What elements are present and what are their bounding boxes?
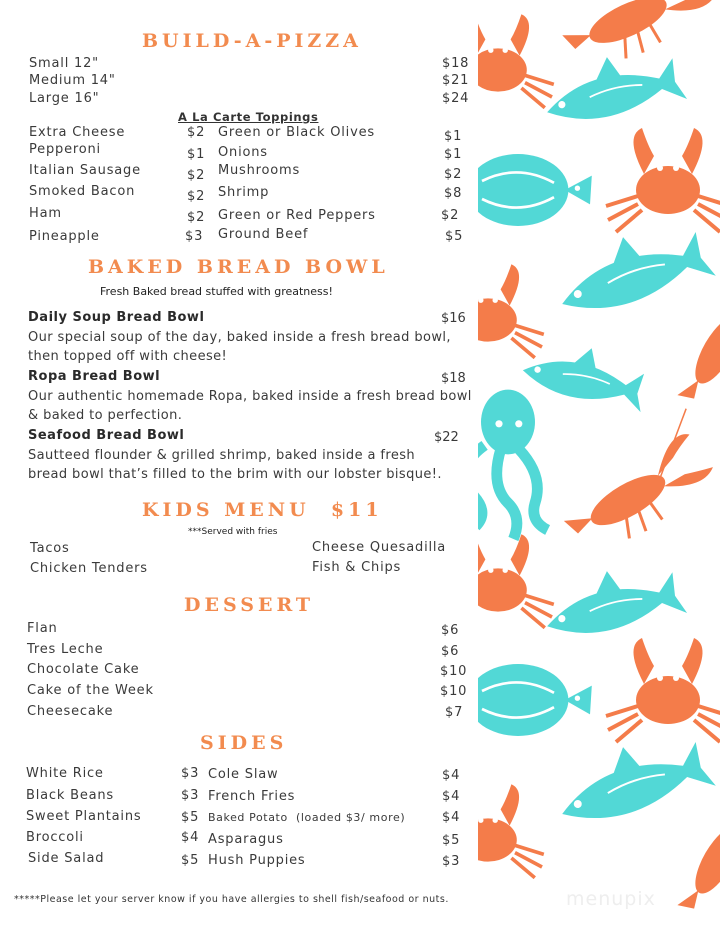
side-price: $3 — [181, 766, 200, 781]
bread-bowl-item-name: Seafood Bread Bowl — [28, 428, 185, 443]
dessert-price: $10 — [440, 684, 468, 699]
topping-price: $2 — [441, 208, 460, 223]
dessert-item: Cake of the Week — [27, 683, 154, 698]
side-item: White Rice — [26, 766, 104, 781]
dessert-price: $6 — [441, 644, 460, 659]
side-item: French Fries — [208, 789, 296, 804]
topping-name: Pepperoni — [29, 142, 101, 157]
toppings-title: A La Carte Toppings — [178, 110, 319, 124]
bread-bowl-item-price: $18 — [441, 371, 466, 386]
bread-bowl-item-name: Ropa Bread Bowl — [28, 369, 161, 384]
side-price: $5 — [181, 810, 200, 825]
topping-price: $2 — [444, 167, 463, 182]
bread-bowl-item-name: Daily Soup Bread Bowl — [28, 310, 205, 325]
bread-bowl-item-price: $16 — [441, 311, 466, 326]
topping-name: Smoked Bacon — [29, 184, 136, 199]
size-small-price: $18 — [442, 56, 470, 71]
kids-item: Chicken Tenders — [30, 561, 148, 576]
bread-bowl-subtitle: Fresh Baked bread stuffed with greatness! — [100, 285, 333, 298]
size-large-price: $24 — [442, 91, 470, 106]
dessert-price: $10 — [440, 664, 468, 679]
topping-price: $1 — [444, 147, 463, 162]
dessert-price: $6 — [441, 623, 460, 638]
topping-price: $1 — [187, 147, 206, 162]
topping-name: Pineapple — [29, 229, 100, 244]
side-price: $4 — [442, 789, 461, 804]
kids-item: Cheese Quesadilla — [312, 540, 447, 555]
topping-name: Green or Black Olives — [218, 125, 375, 140]
topping-price: $2 — [187, 189, 206, 204]
side-price: $4 — [442, 768, 461, 783]
topping-name: Green or Red Peppers — [218, 208, 376, 223]
topping-price: $3 — [185, 229, 204, 244]
topping-price: $5 — [445, 229, 464, 244]
side-item: Hush Puppies — [208, 853, 306, 868]
dessert-title: DESSERT — [184, 594, 315, 616]
side-item: Side Salad — [28, 851, 105, 866]
kids-item: Tacos — [30, 541, 70, 556]
bread-bowl-item-desc: Our authentic homemade Ropa, baked inside a fresh bread bowl — [28, 389, 472, 404]
topping-price: $2 — [187, 210, 206, 225]
side-price: $5 — [181, 853, 200, 868]
size-small: Small 12" — [29, 56, 99, 71]
bread-bowl-item-desc: bread bowl that’s filled to the brim with our lobster bisque!. — [28, 467, 442, 482]
topping-name: Mushrooms — [218, 163, 301, 178]
bread-bowl-item-desc: Our special soup of the day, baked inside a fresh bread bowl, — [28, 330, 451, 345]
topping-name: Ground Beef — [218, 227, 309, 242]
topping-name: Ham — [29, 206, 62, 221]
side-item: Cole Slaw — [208, 767, 279, 782]
side-item: Asparagus — [208, 832, 284, 847]
side-price: $3 — [181, 788, 200, 803]
dessert-item: Flan — [27, 621, 58, 636]
watermark-text: menupix — [566, 888, 656, 910]
bread-bowl-title: BAKED BREAD BOWL — [88, 256, 389, 278]
bread-bowl-item-desc: then topped off with cheese! — [28, 349, 228, 364]
topping-name: Shrimp — [218, 185, 270, 200]
seafood-pattern — [478, 0, 720, 932]
topping-price: $2 — [187, 125, 206, 140]
dessert-item: Tres Leche — [27, 642, 104, 657]
topping-name: Onions — [218, 145, 268, 160]
topping-price: $1 — [444, 129, 463, 144]
allergy-footer: *****Please let your server know if you have allergies to shell fish/seafood or nuts. — [14, 894, 449, 905]
side-item: Black Beans — [26, 788, 114, 803]
topping-price: $8 — [444, 186, 463, 201]
kids-menu-note: ***Served with fries — [188, 527, 278, 537]
dessert-price: $7 — [445, 705, 464, 720]
bread-bowl-item-desc: Sautteed flounder & grilled shrimp, baked inside a fresh — [28, 448, 416, 463]
side-item: Baked Potato (loaded $3/ more) — [208, 811, 406, 824]
build-pizza-title: BUILD-A-PIZZA — [142, 30, 362, 52]
seafood-pattern-art — [478, 0, 720, 932]
kids-menu-title: KIDS MENU $11 — [142, 499, 383, 521]
bread-bowl-item-price: $22 — [434, 430, 459, 445]
size-large: Large 16" — [29, 91, 100, 106]
bread-bowl-item-desc: & baked to perfection. — [28, 408, 183, 423]
dessert-item: Chocolate Cake — [27, 662, 140, 677]
side-price: $4 — [442, 810, 461, 825]
side-price: $5 — [442, 833, 461, 848]
kids-item: Fish & Chips — [312, 560, 402, 575]
topping-name: Italian Sausage — [29, 163, 141, 178]
side-price: $4 — [181, 830, 200, 845]
side-item: Sweet Plantains — [26, 809, 142, 824]
side-item: Broccoli — [26, 830, 84, 845]
topping-price: $2 — [187, 168, 206, 183]
size-medium-price: $21 — [442, 73, 470, 88]
topping-name: Extra Cheese — [29, 125, 126, 140]
side-price: $3 — [442, 854, 461, 869]
size-medium: Medium 14" — [29, 73, 116, 88]
dessert-item: Cheesecake — [27, 704, 114, 719]
sides-title: SIDES — [200, 732, 288, 754]
